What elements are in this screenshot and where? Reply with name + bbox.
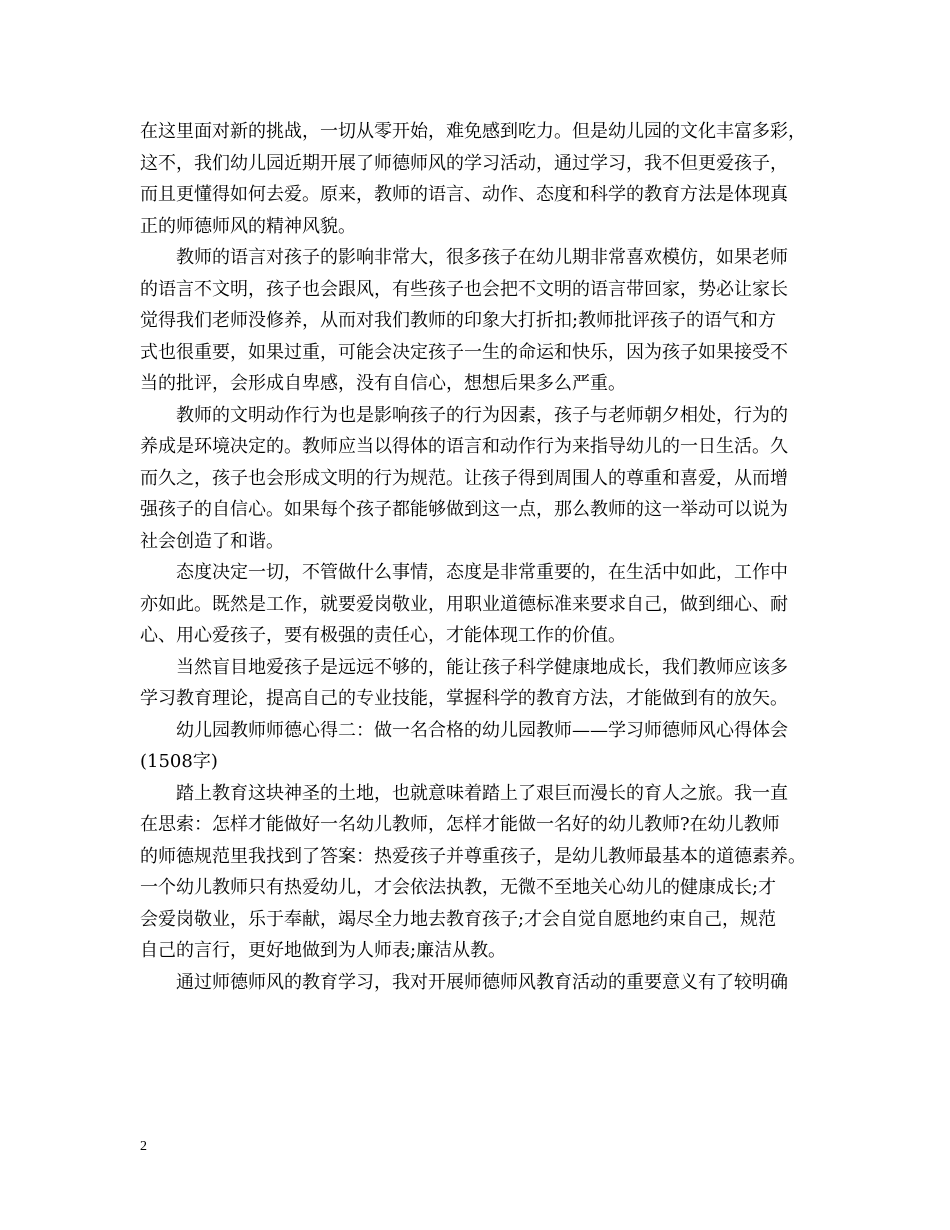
text-line: 态度决定一切，不管做什么事情，态度是非常重要的，在生活中如此，工作中 [176, 562, 788, 583]
text-line: 养成是环境决定的。教师应当以得体的语言和动作行为来指导幼儿的一日生活。久 [140, 436, 788, 457]
text-line: 强孩子的自信心。如果每个孩子都能够做到这一点，那么教师的这一举动可以说为 [140, 499, 788, 520]
text-line: 的师德规范里我找到了答案：热爱孩子并尊重孩子，是幼儿教师最基本的道德素养。 [140, 845, 806, 867]
text-line: 在思索：怎样才能做好一名幼儿教师，怎样才能做一名好的幼儿教师?在幼儿教师 [140, 814, 780, 835]
text-line: 学习教育理论，提高自己的专业技能，掌握科学的教育方法，才能做到有的放矢。 [140, 688, 788, 709]
text-line: 心、用心爱孩子，要有极强的责任心，才能体现工作的价值。 [140, 625, 626, 646]
text-line: 而且更懂得如何去爱。原来，教师的语言、动作、态度和科学的教育方法是体现真 [140, 184, 788, 205]
text-line: 会爱岗敬业，乐于奉献，竭尽全力地去教育孩子;才会自觉自愿地约束自己，规范 [140, 908, 777, 930]
text-line: 在这里面对新的挑战，一切从零开始，难免感到吃力。但是幼儿园的文化丰富多彩， [140, 121, 806, 142]
body-text [140, 116, 830, 998]
text-line: 社会创造了和谐。 [140, 530, 284, 552]
text-line: 这不，我们幼儿园近期开展了师德师风的学习活动，通过学习，我不但更爱孩子， [140, 152, 788, 174]
text-line: 幼儿园教师师德心得二：做一名合格的幼儿园教师——学习师德师风心得体会 [176, 719, 788, 741]
text-line: 而久之，孩子也会形成文明的行为规范。让孩子得到周围人的尊重和喜爱，从而增 [140, 467, 788, 489]
text-line: (1508字) [140, 751, 218, 772]
page-number: 2 [140, 1139, 147, 1154]
text-line: 的语言不文明，孩子也会跟风，有些孩子也会把不文明的语言带回家，势必让家长 [140, 278, 788, 300]
text-line: 一个幼儿教师只有热爱幼儿，才会依法执教，无微不至地关心幼儿的健康成长;才 [140, 877, 777, 898]
text-line: 式也很重要，如果过重，可能会决定孩子一生的命运和快乐，因为孩子如果接受不 [140, 341, 788, 363]
text-line: 觉得我们老师没修养，从而对我们教师的印象大打折扣;教师批评孩子的语气和方 [140, 310, 777, 331]
text-line: 教师的文明动作行为也是影响孩子的行为因素，孩子与老师朝夕相处，行为的 [176, 404, 788, 426]
text-line: 正的师德师风的精神风貌。 [140, 215, 356, 237]
text-line: 当的批评，会形成自卑感，没有自信心，想想后果多么严重。 [140, 373, 626, 394]
text-line: 通过师德师风的教育学习，我对开展师德师风教育活动的重要意义有了较明确 [176, 971, 788, 993]
text-line: 当然盲目地爱孩子是远远不够的，能让孩子科学健康地成长，我们教师应该多 [176, 656, 788, 678]
text-line: 自己的言行，更好地做到为人师表;廉洁从教。 [140, 940, 507, 961]
text-line: 亦如此。既然是工作，就要爱岗敬业，用职业道德标准来要求自己，做到细心、耐 [140, 593, 788, 615]
text-line: 踏上教育这块神圣的土地，也就意味着踏上了艰巨而漫长的育人之旅。我一直 [176, 782, 788, 804]
text-line: 教师的语言对孩子的影响非常大，很多孩子在幼儿期非常喜欢模仿，如果老师 [176, 247, 788, 268]
